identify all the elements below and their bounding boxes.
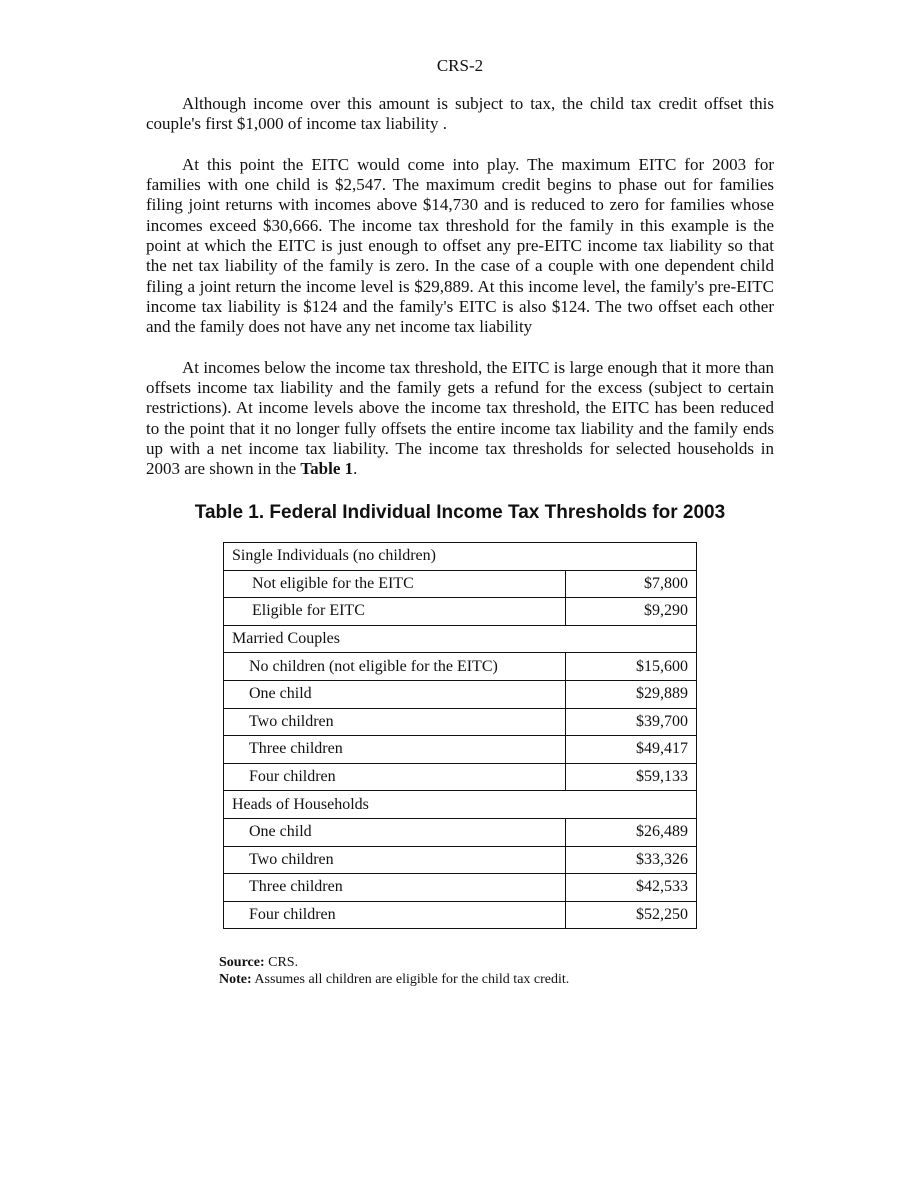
table-title: Table 1. Federal Individual Income Tax Thresholds for 2003 bbox=[194, 502, 726, 523]
table-row bbox=[224, 818, 697, 846]
row-value: $39,700 bbox=[566, 708, 697, 736]
row-label: Four children bbox=[224, 901, 566, 929]
body-text bbox=[146, 94, 774, 480]
group-heading-heads: Heads of Households bbox=[224, 791, 697, 819]
row-value: $52,250 bbox=[566, 901, 697, 929]
paragraph-1: Although income over this amount is subject to tax, the child tax credit offset this couple's first $1,000 of income tax liability . bbox=[146, 94, 774, 134]
row-value: $29,889 bbox=[566, 680, 697, 708]
page-header: CRS-2 bbox=[436, 56, 484, 75]
table-row bbox=[224, 570, 697, 598]
row-value: $59,133 bbox=[566, 763, 697, 791]
table-row bbox=[224, 680, 697, 708]
table-row bbox=[224, 653, 697, 681]
table-row bbox=[224, 846, 697, 874]
source-label: Source: bbox=[219, 955, 265, 970]
table-row bbox=[224, 901, 697, 929]
source-line bbox=[219, 954, 569, 971]
group-heading-row bbox=[224, 543, 697, 571]
group-heading-row bbox=[224, 791, 697, 819]
row-label: Three children bbox=[224, 874, 566, 902]
row-value: $49,417 bbox=[566, 736, 697, 764]
paragraph-3-end: . bbox=[353, 459, 358, 479]
row-label: Not eligible for the EITC bbox=[224, 570, 566, 598]
row-value: $15,600 bbox=[566, 653, 697, 681]
row-label: Four children bbox=[224, 763, 566, 791]
group-heading-single: Single Individuals (no children) bbox=[224, 543, 697, 571]
paragraph-3-text: At incomes below the income tax threshold, the EITC is large enough that it more than offsets income tax liability and the family gets a refund for the excess (subject to certain restrictions). At income levels above the income tax threshold, the EITC has been reduced to the point that it no longer fully offsets the entire income tax liability and the family ends up with a net income tax liability. The income tax thresholds for selected households in 2003 are shown in the bbox=[146, 357, 774, 479]
table-row bbox=[224, 736, 697, 764]
note-text: Assumes all children are eligible for the child tax credit. bbox=[251, 972, 570, 987]
row-label: Two children bbox=[224, 846, 566, 874]
table-row bbox=[224, 763, 697, 791]
row-label: Two children bbox=[224, 708, 566, 736]
row-label: One child bbox=[224, 680, 566, 708]
note-line bbox=[219, 971, 569, 988]
paragraph-2: At this point the EITC would come into play. The maximum EITC for 2003 for families with one child is $2,547. The maximum credit begins to phase out for families filing joint returns with incomes above $14,730 and is reduced to zero for families whose incomes exceed $30,666. The income tax threshold for the family in this example is the point at which the EITC is just enough to offset any pre-EITC income tax liability so that the net tax liability of the family is zero. In the case of a couple with one dependent child filing a joint return the income level is $29,889. At this income level, the family's pre-EITC income tax liability is $124 and the family's EITC is also $124. The two offset each other and the family does not have any net income tax liability bbox=[146, 154, 774, 337]
row-label: Eligible for EITC bbox=[224, 598, 566, 626]
group-heading-row bbox=[224, 625, 697, 653]
thresholds-table bbox=[223, 542, 697, 929]
paragraph-3 bbox=[146, 358, 774, 480]
group-heading-married: Married Couples bbox=[224, 625, 697, 653]
table-notes bbox=[219, 954, 569, 988]
row-value: $9,290 bbox=[566, 598, 697, 626]
note-label: Note: bbox=[219, 972, 252, 987]
row-value: $26,489 bbox=[566, 818, 697, 846]
row-label: Three children bbox=[224, 736, 566, 764]
table-row bbox=[224, 708, 697, 736]
source-text: CRS. bbox=[264, 955, 299, 970]
table-row bbox=[224, 874, 697, 902]
table-reference: Table 1 bbox=[300, 459, 354, 479]
row-label: No children (not eligible for the EITC) bbox=[224, 653, 566, 681]
row-value: $7,800 bbox=[566, 570, 697, 598]
table-row bbox=[224, 598, 697, 626]
row-value: $33,326 bbox=[566, 846, 697, 874]
row-label: One child bbox=[224, 818, 566, 846]
row-value: $42,533 bbox=[566, 874, 697, 902]
